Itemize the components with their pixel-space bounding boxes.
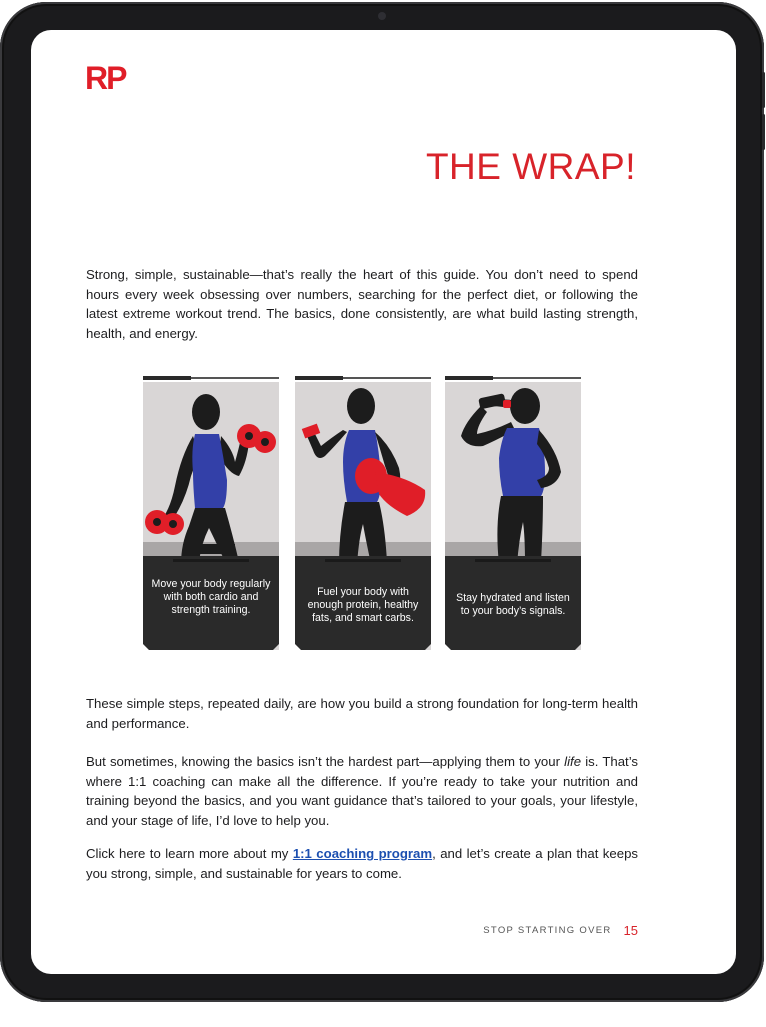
panel-caption: Fuel your body with enough protein, healthy fats, and smart carbs. <box>307 586 419 624</box>
tablet-frame <box>0 2 764 1002</box>
panel-caption: Stay hydrated and listen to your body’s signals. <box>456 592 570 617</box>
emphasis-life: life <box>564 754 582 769</box>
illustration-panel-exercise <box>143 376 279 650</box>
call-to-action-paragraph: Click here to learn more about my 1:1 coaching program, and let’s create a plan that keeps you strong, simple, and sustainable for years to come. <box>86 846 638 881</box>
illustration-panel-hydration <box>445 376 581 650</box>
document-page <box>31 30 736 974</box>
summary-paragraph: These simple steps, repeated daily, are how you build a strong foundation for long-term health and performance. <box>86 696 638 731</box>
illustration-panel-nutrition <box>295 376 431 650</box>
page-title: THE WRAP! <box>425 146 636 187</box>
coaching-paragraph: But sometimes, knowing the basics isn’t the hardest part—applying them to your life is. That’s where 1:1 coaching can make all the difference. If you’re ready to take your nutrition and training beyond the basics, and you want guidance that’s tailored to your goals, your lifestyle, and your stage of life, I’d love to help you. <box>86 754 638 828</box>
camera-icon <box>378 12 386 20</box>
intro-paragraph: Strong, simple, sustainable—that’s really the heart of this guide. You don’t need to spend hours every week obsessing over numbers, searching for the perfect diet, or following the latest extreme workout trend. The basics, done consistently, are what build lasting strength, health, and energy. <box>86 267 638 341</box>
footer-title: STOP STARTING OVER <box>483 925 612 936</box>
panel-caption: Move your body regularly with both cardio and strength training. <box>151 578 271 616</box>
page-footer <box>483 923 638 938</box>
volume-button <box>762 72 765 108</box>
coaching-program-link[interactable]: 1:1 coaching program <box>292 846 433 861</box>
volume-button <box>762 114 765 150</box>
page-number: 15 <box>623 923 638 938</box>
brand-logo: RP <box>85 60 126 96</box>
